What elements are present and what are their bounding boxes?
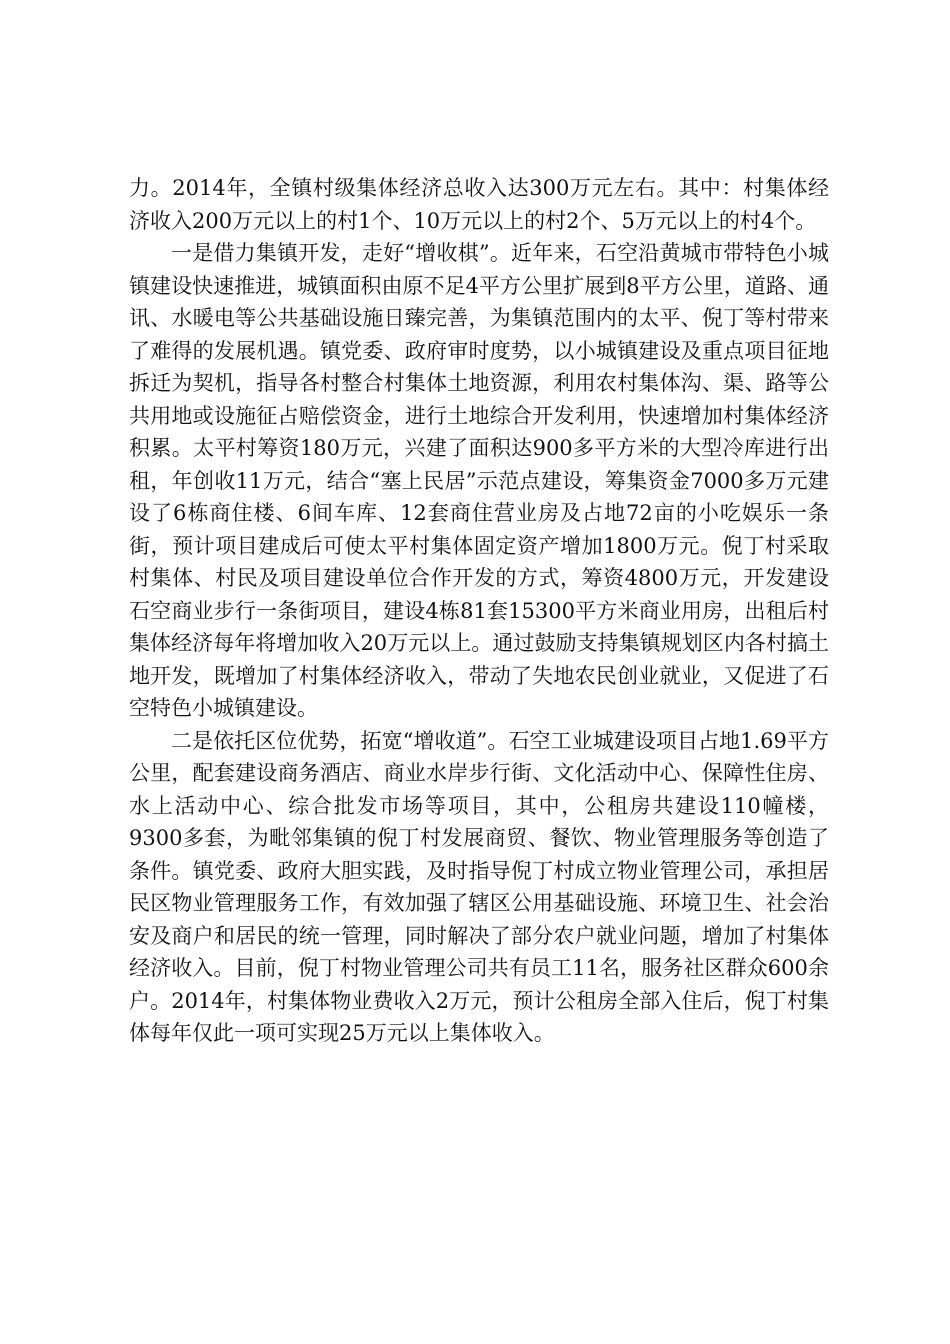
paragraph-location-advantage: 二是依托区位优势，拓宽“增收道”。石空工业城建设项目占地1.69平方公里，配套建设商务酒店、商业水岸步行街、文化活动中心、保障性住房、水上活动中心、综合批发市场等项目，其中，公租房共建设110幢楼，9300多套，为毗邻集镇的倪丁村发展商贸、餐饮、物业管理服务等创造了条件。镇党委、政府大胆实践，及时指导倪丁村成立物业管理公司，承担居民区物业管理服务工作，有效加强了辖区公用基础设施、环境卫生、社会治安及商户和居民的统一管理，同时解决了部分农户就业问题，增加了村集体经济收入。目前，倪丁村物业管理公司共有员工11名，服务社区群众600余户。2014年，村集体物业费收入2万元，预计公租房全部入住后，倪丁村集体每年仅此一项可实现25万元以上集体收入。: [129, 728, 829, 1045]
document-body: [129, 172, 829, 1050]
paragraph-continuation: 力。2014年，全镇村级集体经济总收入达300万元左右。其中：村集体经济收入200万元以上的村1个、10万元以上的村2个、5万元以上的村4个。: [129, 176, 829, 233]
paragraph-collective-town-development: 一是借力集镇开发，走好“增收棋”。近年来，石空沿黄城市带特色小城镇建设快速推进，城镇面积由原不足4平方公里扩展到8平方公里，道路、通讯、水暖电等公共基础设施日臻完善，为集镇范围内的太平、倪丁等村带来了难得的发展机遇。镇党委、政府审时度势，以小城镇建设及重点项目征地拆迁为契机，指导各村整合村集体土地资源，利用农村集体沟、渠、路等公共用地或设施征占赔偿资金，进行土地综合开发利用，快速增加村集体经济积累。太平村筹资180万元，兴建了面积达900多平方米的大型冷库进行出租，年创收11万元，结合“塞上民居”示范点建设，筹集资金7000多万元建设了6栋商住楼、6间车库、12套商住营业房及占地72亩的小吃娱乐一条街，预计项目建成后可使太平村集体固定资产增加1800万元。倪丁村采取村集体、村民及项目建设单位合作开发的方式，筹资4800万元，开发建设石空商业步行一条街项目，建设4栋81套15300平方米商业用房，出租后村集体经济每年将增加收入20万元以上。通过鼓励支持集镇规划区内各村搞土地开发，既增加了村集体经济收入，带动了失地农民创业就业，又促进了石空特色小城镇建设。: [129, 241, 829, 720]
